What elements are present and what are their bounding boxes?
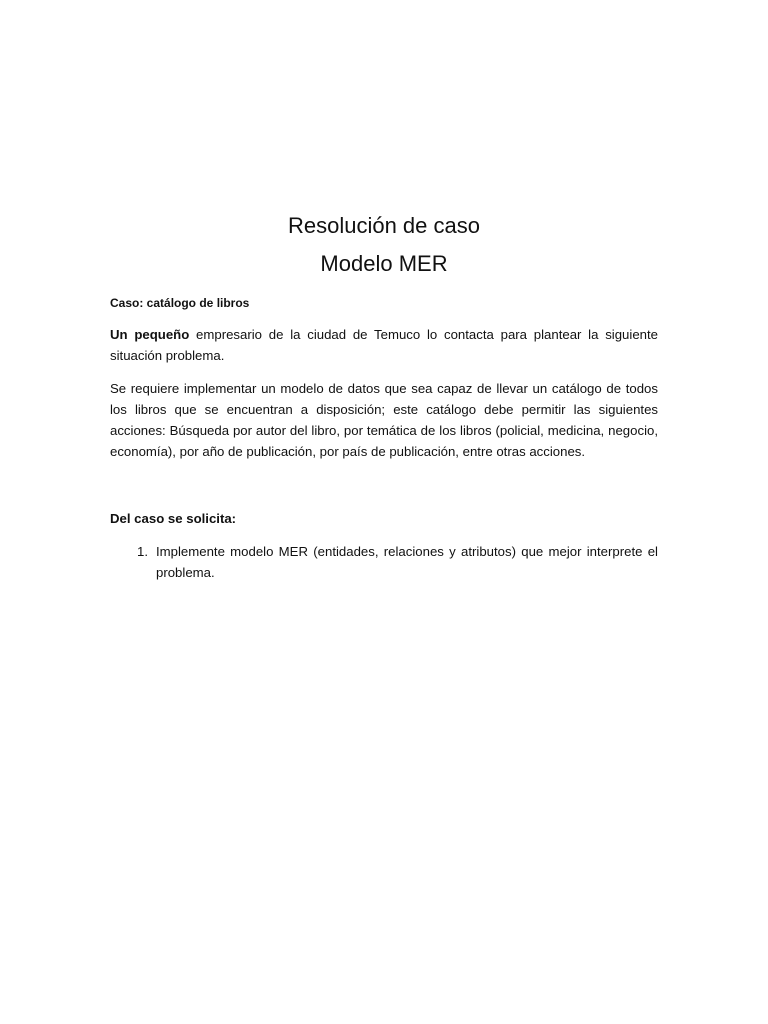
- list-item-text: Implemente modelo MER (entidades, relaciones y atributos) que mejor interprete el problema.: [156, 544, 658, 580]
- intro-bold-text: Un pequeño: [110, 327, 190, 342]
- intro-paragraph: [110, 324, 658, 366]
- case-label: Caso: catálogo de libros: [110, 296, 250, 310]
- requirement-paragraph: Se requiere implementar un modelo de datos que sea capaz de llevar un catálogo de todos los libros que se encuentran a disposición; este catálogo debe permitir las siguientes acciones: Búsqueda por autor del libro, por temática de los libros (policial, medicina, negocio, economía), por año de publicación, por país de publicación, entre otras acciones.: [110, 381, 658, 459]
- request-list: [110, 541, 658, 583]
- section-spacer: [110, 462, 658, 496]
- request-heading: Del caso se solicita:: [110, 511, 237, 526]
- document-subtitle: Modelo MER: [320, 251, 448, 276]
- document-title: Resolución de caso: [287, 213, 480, 238]
- list-item: [110, 541, 658, 583]
- list-item-number: 1.: [137, 544, 148, 559]
- intro-text: empresario de la ciudad de Temuco lo contacta para plantear la siguiente situación problema.: [110, 327, 658, 363]
- document-content: [110, 210, 658, 583]
